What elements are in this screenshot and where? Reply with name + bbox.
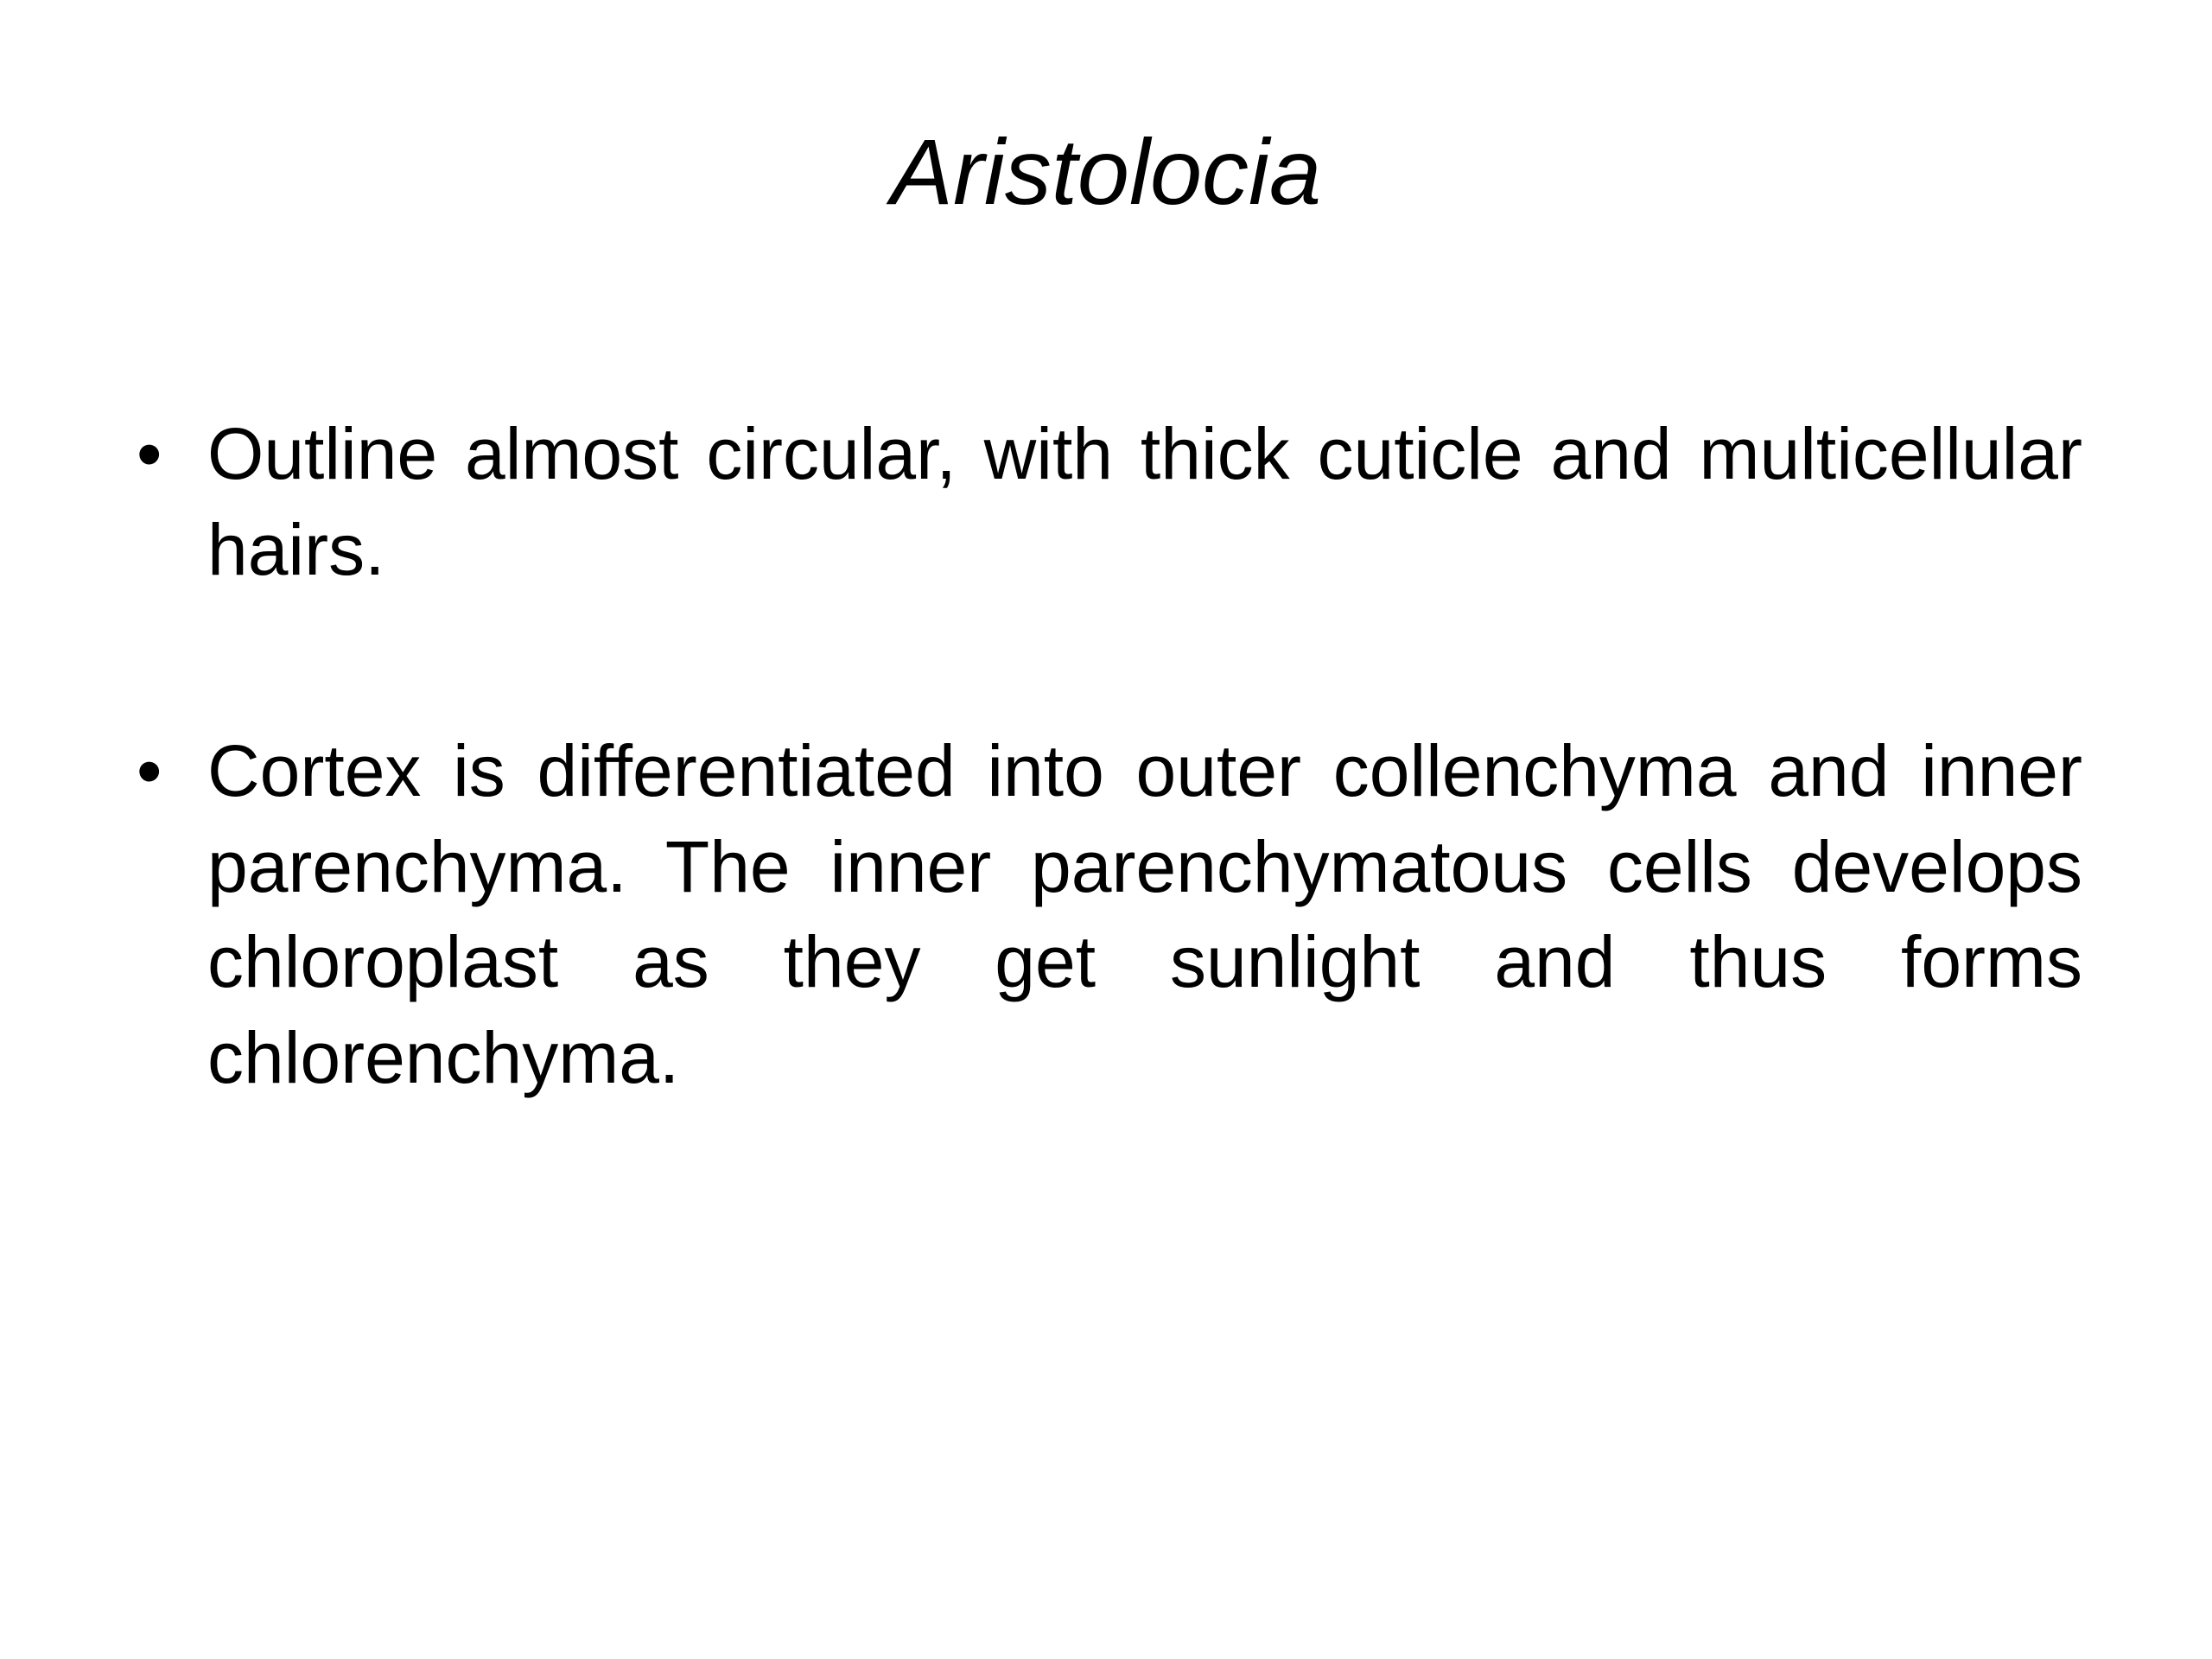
list-item xyxy=(121,723,2082,1202)
list-item-text: Cortex is differentiated into outer collenchyma and inner parenchyma. The inner parenchymatous cells develops chloroplast as they get sunlight and thus forms chlorenchyma. xyxy=(207,729,2082,1099)
list-item-text: Outline almost circular, with thick cuticle and multicellular hairs. xyxy=(207,413,2082,590)
bullet-point-icon: • xyxy=(137,729,162,811)
bullet-point-icon: • xyxy=(137,413,162,494)
page-title: Aristolocia xyxy=(890,119,1322,224)
list-item xyxy=(121,406,2082,694)
bullet-list xyxy=(121,406,2082,1231)
